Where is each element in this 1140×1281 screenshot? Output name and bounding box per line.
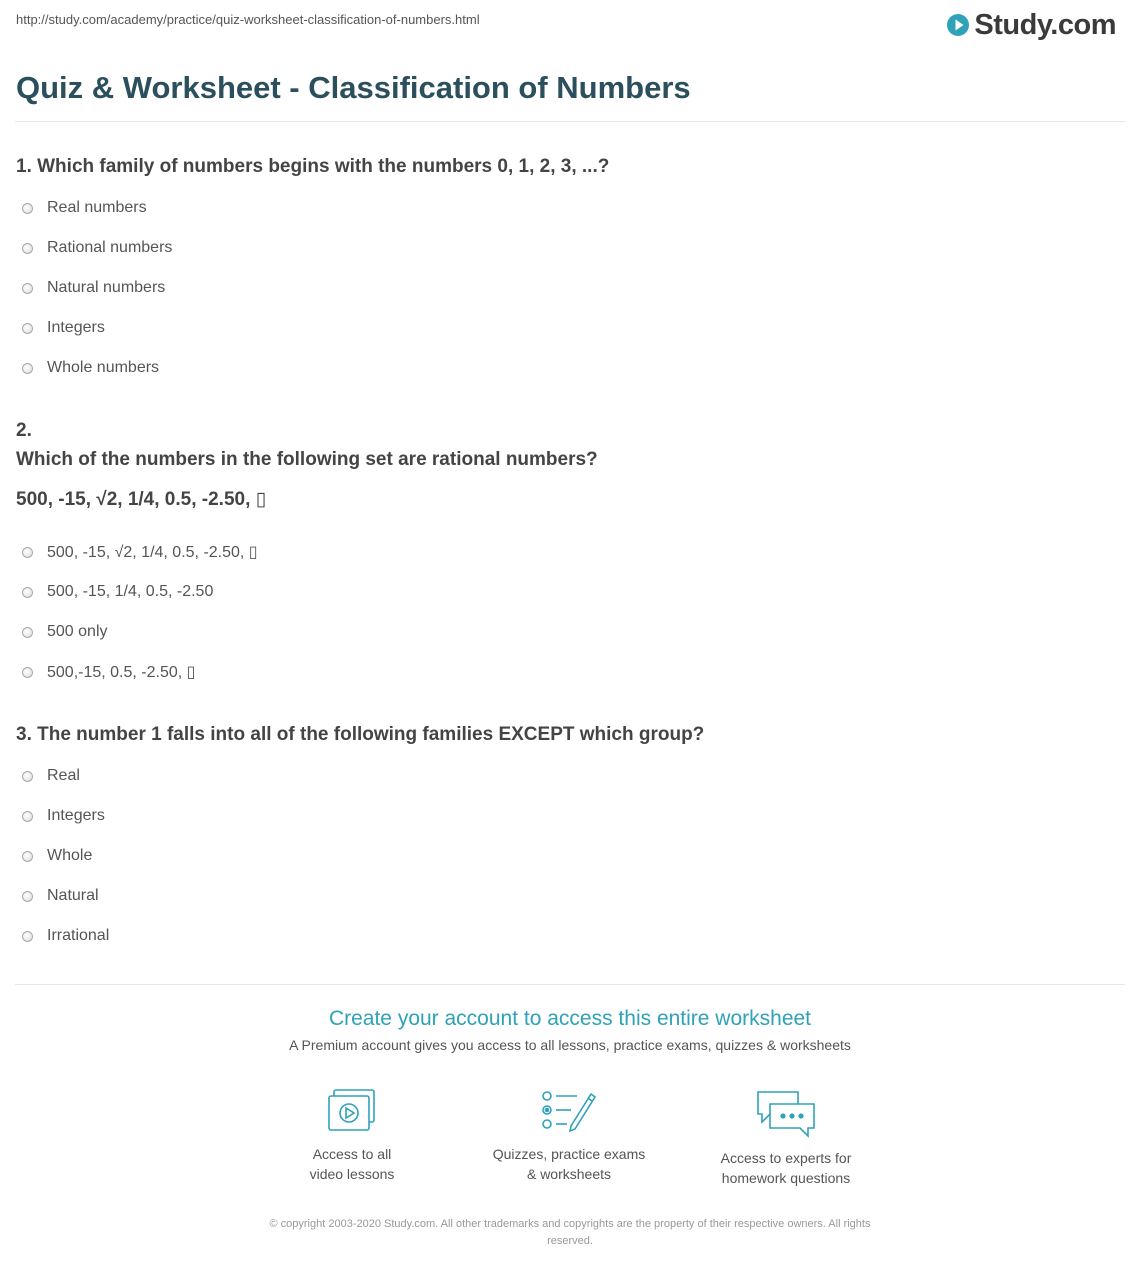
option-label: Natural numbers bbox=[47, 279, 166, 296]
question-2-number: 2. bbox=[16, 420, 32, 441]
play-circle-icon bbox=[946, 13, 970, 37]
option-label: 500 only bbox=[47, 623, 108, 640]
feature-line: homework questions bbox=[721, 1170, 851, 1186]
answer-option[interactable] bbox=[22, 612, 258, 652]
feature-video-lessons bbox=[252, 1088, 452, 1184]
answer-option[interactable] bbox=[22, 268, 172, 308]
answer-option[interactable] bbox=[22, 572, 258, 612]
option-label: Whole numbers bbox=[47, 359, 160, 376]
question-3-options bbox=[22, 756, 109, 956]
copyright-line: reserved. bbox=[547, 1235, 593, 1247]
answer-option[interactable] bbox=[22, 532, 258, 572]
question-2-text: Which of the numbers in the following set are rational numbers? bbox=[16, 449, 598, 470]
quiz-checklist-icon bbox=[541, 1088, 597, 1134]
answer-option[interactable] bbox=[22, 756, 109, 796]
answer-option[interactable] bbox=[22, 796, 109, 836]
radio-icon[interactable] bbox=[22, 811, 33, 822]
option-label: Natural bbox=[47, 887, 99, 904]
question-3-text: 3. The number 1 falls into all of the following families EXCEPT which group? bbox=[16, 724, 705, 745]
answer-option[interactable] bbox=[22, 308, 172, 348]
option-label: Rational numbers bbox=[47, 239, 173, 256]
cta-subtitle: A Premium account gives you access to all lessons, practice exams, quizzes & worksheets bbox=[289, 1037, 851, 1053]
title-divider bbox=[15, 121, 1125, 122]
option-label: 500, -15, √2, 1/4, 0.5, -2.50, ▯ bbox=[47, 544, 258, 561]
copyright-line: © copyright 2003-2020 Study.com. All other trademarks and copyrights are the property of their respective owners. All rights bbox=[269, 1218, 871, 1230]
radio-icon[interactable] bbox=[22, 363, 33, 374]
radio-icon[interactable] bbox=[22, 851, 33, 862]
radio-icon[interactable] bbox=[22, 587, 33, 598]
answer-option[interactable] bbox=[22, 188, 172, 228]
radio-icon[interactable] bbox=[22, 627, 33, 638]
option-label: Whole bbox=[47, 847, 93, 864]
feature-line: Quizzes, practice exams bbox=[492, 1146, 646, 1162]
radio-icon[interactable] bbox=[22, 771, 33, 782]
feature-line: & worksheets bbox=[526, 1166, 612, 1182]
radio-icon[interactable] bbox=[22, 323, 33, 334]
page-title: Quiz & Worksheet - Classification of Numbers bbox=[16, 70, 691, 105]
answer-option[interactable] bbox=[22, 652, 258, 692]
video-lessons-icon bbox=[326, 1088, 378, 1134]
question-1-text: 1. Which family of numbers begins with the numbers 0, 1, 2, 3, ...? bbox=[16, 156, 610, 177]
expert-chat-icon bbox=[754, 1088, 818, 1138]
radio-icon[interactable] bbox=[22, 667, 33, 678]
answer-option[interactable] bbox=[22, 348, 172, 388]
option-label: 500, -15, 1/4, 0.5, -2.50 bbox=[47, 583, 214, 600]
cta-divider bbox=[15, 984, 1125, 985]
radio-icon[interactable] bbox=[22, 243, 33, 254]
question-2-set: 500, -15, √2, 1/4, 0.5, -2.50, ▯ bbox=[16, 489, 267, 510]
feature-line: Access to all bbox=[312, 1146, 392, 1162]
option-label: Irrational bbox=[47, 927, 110, 944]
option-label: Real numbers bbox=[47, 199, 147, 216]
option-label: Real bbox=[47, 767, 80, 784]
answer-option[interactable] bbox=[22, 836, 109, 876]
page-header bbox=[0, 0, 1140, 50]
question-1-options bbox=[22, 188, 172, 388]
feature-quizzes bbox=[469, 1088, 669, 1184]
create-account-link[interactable]: Create your account to access this entire worksheet bbox=[328, 1007, 812, 1030]
answer-option[interactable] bbox=[22, 876, 109, 916]
answer-option[interactable] bbox=[22, 916, 109, 956]
logo-text: Study.com bbox=[974, 8, 1116, 41]
copyright-footer bbox=[210, 1216, 930, 1250]
page-url[interactable]: http://study.com/academy/practice/quiz-worksheet-classification-of-numbers.html bbox=[16, 12, 480, 27]
feature-experts bbox=[686, 1088, 886, 1188]
question-2-options bbox=[22, 532, 258, 692]
radio-icon[interactable] bbox=[22, 931, 33, 942]
option-label: Integers bbox=[47, 319, 105, 336]
radio-icon[interactable] bbox=[22, 283, 33, 294]
radio-icon[interactable] bbox=[22, 891, 33, 902]
radio-icon[interactable] bbox=[22, 203, 33, 214]
radio-icon[interactable] bbox=[22, 547, 33, 558]
feature-line: Access to experts for bbox=[720, 1150, 852, 1166]
feature-line: video lessons bbox=[309, 1166, 395, 1182]
study-logo[interactable] bbox=[946, 6, 1116, 44]
option-label: Integers bbox=[47, 807, 105, 824]
option-label: 500,-15, 0.5, -2.50, ▯ bbox=[47, 664, 196, 681]
answer-option[interactable] bbox=[22, 228, 172, 268]
